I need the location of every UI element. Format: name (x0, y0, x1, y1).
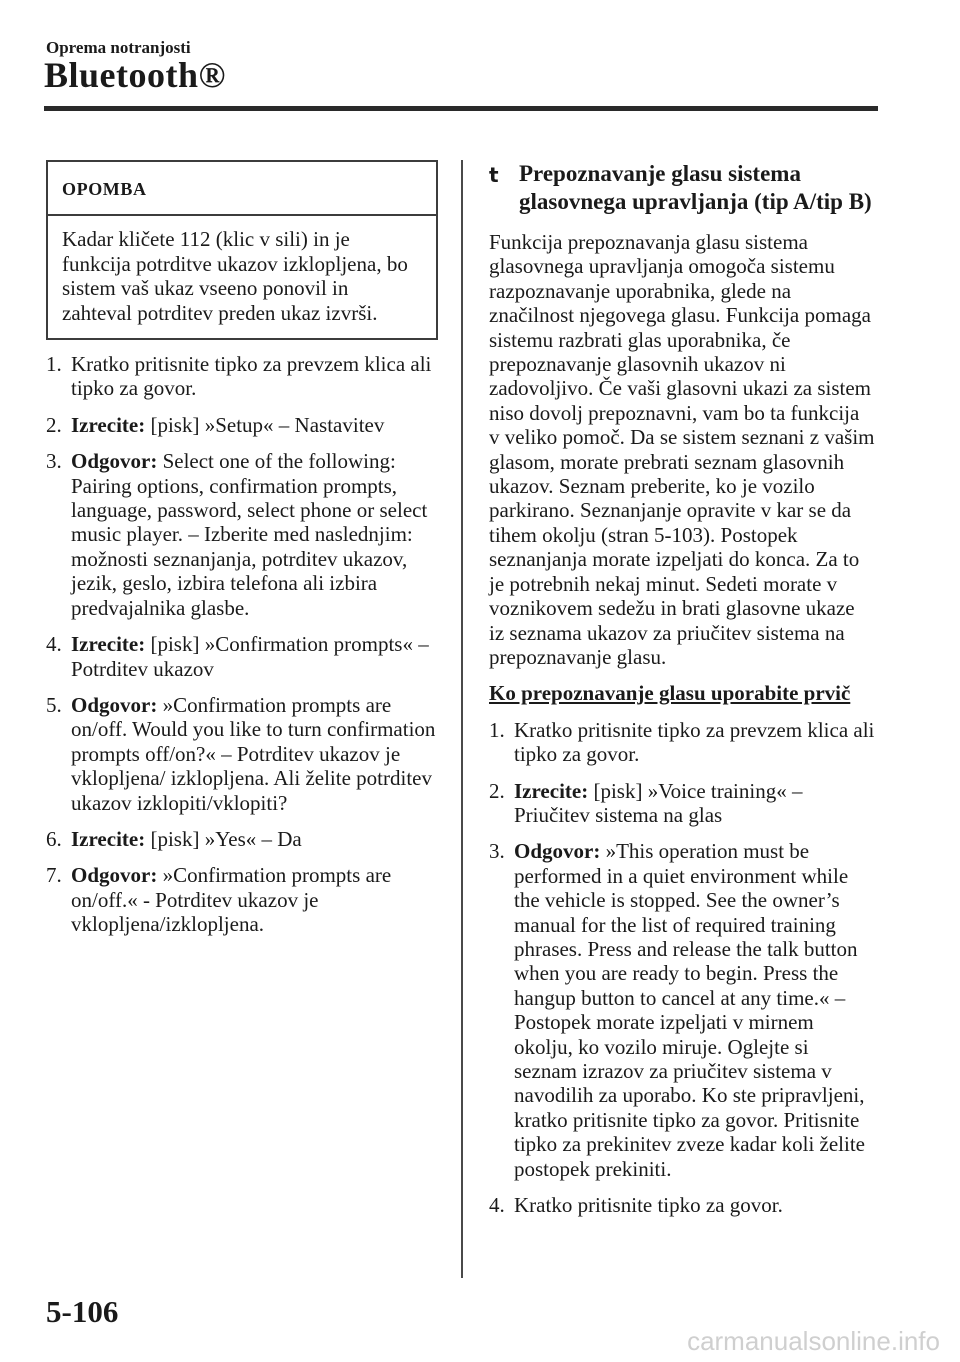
step-item (46, 413, 438, 437)
step-item (46, 863, 438, 936)
step-item (489, 839, 875, 1181)
subheading: Ko prepoznavanje glasu uporabite prvič (489, 681, 851, 706)
step-text: Kratko pritisnite tipko za prevzem klica ali tipko za govor. (514, 717, 875, 767)
step-number: 1. (489, 717, 505, 742)
step-number: 6. (46, 826, 62, 851)
step-number: 2. (489, 778, 505, 803)
step-label: Izrecite: (71, 632, 146, 657)
step-text: Kratko pritisnite tipko za prevzem klica ali tipko za govor. (71, 352, 432, 401)
step-number: 3. (489, 839, 505, 864)
page-number: 5-106 (46, 1294, 119, 1329)
step-item (46, 827, 438, 851)
step-item (46, 632, 438, 681)
step-item (46, 693, 438, 815)
section-label: Oprema notranjosti (46, 38, 191, 57)
step-item (489, 1193, 875, 1217)
step-number: 2. (46, 412, 62, 437)
section-bullet-icon: t (489, 163, 499, 187)
step-item (489, 718, 875, 767)
chapter-title: Bluetooth® (44, 55, 226, 95)
step-number: 3. (46, 449, 62, 474)
step-number: 4. (489, 1193, 505, 1218)
step-text: Kratko pritisnite tipko za govor. (514, 1193, 783, 1218)
step-text: [pisk] »Setup« – Nastavitev (145, 412, 385, 437)
step-number: 7. (46, 863, 62, 888)
step-label: Odgovor: (71, 692, 158, 717)
step-text: [pisk] »Yes« – Da (145, 826, 302, 851)
section-heading-text: Prepoznavanje glasu sistema glasovnega upravljanja (tip A/tip B) (519, 161, 872, 214)
step-text: [pisk] »Voice training« – Priučitev sistema na glas (514, 778, 803, 827)
right-column (489, 160, 875, 1229)
right-step-list (489, 718, 875, 1218)
section-heading (489, 160, 875, 216)
watermark: carmanualsonline.info (687, 1326, 940, 1356)
step-number: 5. (46, 692, 62, 717)
step-label: Odgovor: (71, 863, 158, 888)
intro-paragraph: Funkcija prepoznavanja glasu sistema glasovnega upravljanja omogoča sistemu razpoznavanje uporabnika, glede na značilnost njegovega glasu. Funkcija pomaga sistemu razbrati glas uporabnika, če prepoznavanje glasovnih ukazov ni zadovoljivo. Če vaši glasovni ukazi za sistem niso dovolj prepoznavni, vam bo ta funkcija v veliko pomoč. Da se sistem seznani z vašim glasom, morate prebrati seznam glasovnih ukazov. Seznam preberite, ko je vozilo parkirano. Seznanjanje opravite v kar se da tihem okolju (stran 5-103). Postopek seznanjanja morate izpeljati do konca. Za to je potrebnih nekaj minut. Sedeti morate v voznikovem sedežu in brati glasovne ukaze iz seznama ukazov za priučitev sistema na prepoznavanje glasu. (489, 230, 875, 669)
step-label: Odgovor: (514, 839, 601, 864)
step-text: »Confirmation prompts are on/off. Would you like to turn confirmation prompts off/on?« – Potrditev ukazov je vklopljena/ izklopljena. Ali želite potrditev ukazov izklopiti/vklopiti? (71, 692, 436, 815)
step-label: Izrecite: (71, 826, 146, 851)
header-rule (44, 106, 878, 111)
step-label: Izrecite: (71, 412, 146, 437)
note-text: Kadar kličete 112 (klic v sili) in je funkcija potrditve ukazov izklopljena, bo sistem vaš ukaz vseeno ponovil in zahteval potrditev preden ukaz izvrši. (62, 227, 408, 325)
column-divider (461, 160, 463, 1278)
step-text: [pisk] »Confirmation prompts« – Potrditev ukazov (71, 632, 429, 681)
step-text: »This operation must be performed in a quiet environment while the vehicle is stopped. See the owner’s manual for the list of required training phrases. Press and release the talk button when you are ready to begin. Press the hangup button to cancel at any time.« – Postopek morate izpeljati v mirnem okolju, ko vozilo miruje. Oglejte si seznam izrazov za priučitev sistema v navodilih za uporabo. Ko ste pripravljeni, kratko pritisnite tipko za govor. Pritisnite tipko za prekinitev zveze kadar koli želite postopek prekiniti. (514, 839, 866, 1181)
step-item (489, 779, 875, 828)
step-text: »Confirmation prompts are on/off.« - Potrditev ukazov je vklopljena/izklopljena. (71, 863, 392, 937)
step-item (46, 449, 438, 620)
step-item (46, 352, 438, 401)
left-step-list (46, 352, 438, 937)
step-number: 4. (46, 632, 62, 657)
note-title: OPOMBA (48, 162, 436, 216)
note-box (46, 160, 438, 340)
step-number: 1. (46, 352, 62, 377)
step-label: Izrecite: (514, 778, 589, 803)
left-column (46, 160, 438, 949)
step-text: Select one of the following: Pairing options, confirmation prompts, language, password, select phone or select music player. – Izberite med naslednjim: možnosti seznanjanja, potrditev ukazov, jezik, geslo, izbira telefona ali izbira predvajalnika glasbe. (71, 449, 428, 620)
step-label: Odgovor: (71, 449, 158, 474)
